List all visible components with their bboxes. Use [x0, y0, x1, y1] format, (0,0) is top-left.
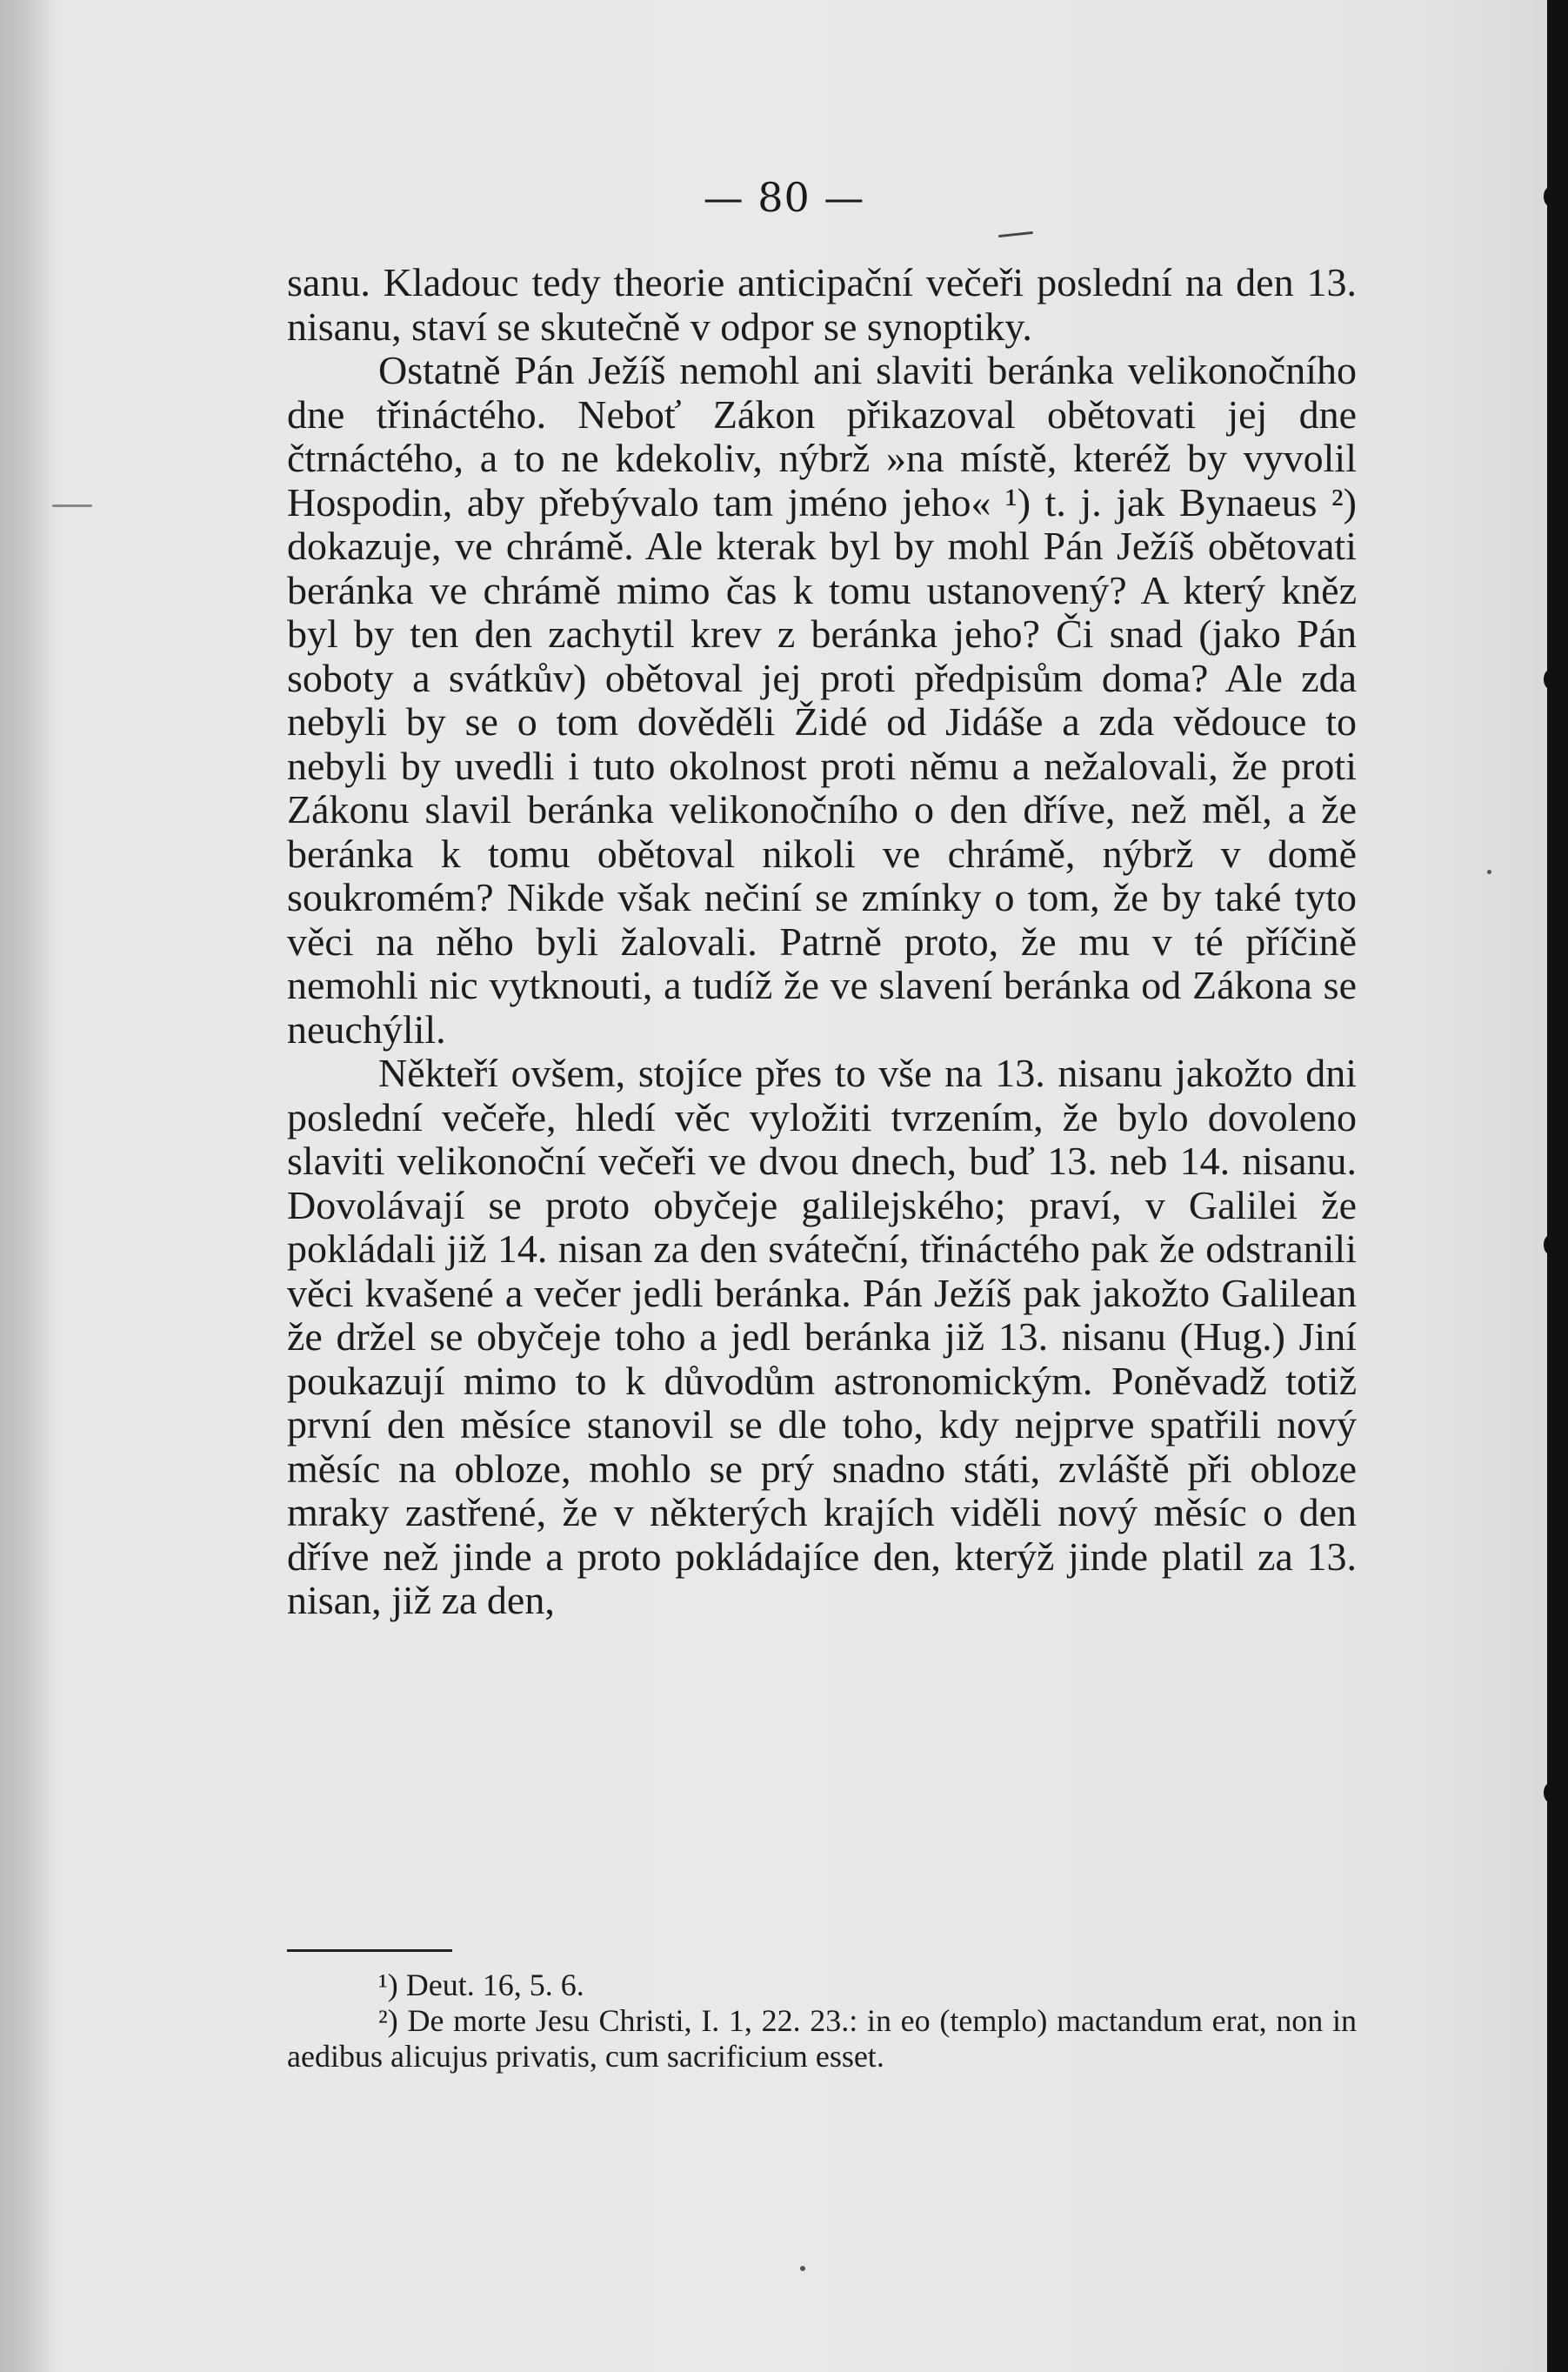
paragraph: sanu. Kladouc tedy theorie anticipační večeři poslední na den 13. nisanu, staví se skutečně v odpor se synoptiky. [287, 260, 1357, 349]
paragraph: Ostatně Pán Ježíš nemohl ani slaviti beránka velikonočního dne třináctého. Neboť Zákon přikazoval obětovati jej dne čtrnáctého, a to ne kdekoliv, nýbrž »na místě, kteréž by vyvolil Hospodin, aby přebývalo tam jméno jeho« ¹) t. j. jak Bynaeus ²) dokazuje, ve chrámě. Ale kterak byl by mohl Pán Ježíš obětovati beránka ve chrámě mimo čas k tomu ustanovený? A který kněz byl by ten den zachytil krev z beránka jeho? Či snad (jako Pán soboty a svátkův) obětoval jej proti předpisům doma? Ale zda nebyli by se o tom dověděli Židé od Jidáše a zda vědouce to nebyli by uvedli i tuto okolnost proti němu a nežalovali, že proti Zákonu slavil beránka velikonočního o den dříve, než měl, a že beránka k tomu obětoval nikoli ve chrámě, nýbrž v domě soukromém? Nikde však nečiní se zmínky o tom, že by také tyto věci na něho byli žalovali. Patrně proto, že mu v té příčině nemohli nic vytknouti, a tudíž že ve slavení beránka od Zákona se neuchýlil. [287, 348, 1357, 1052]
scan-speck [998, 231, 1033, 237]
scan-border [1547, 0, 1568, 2372]
scan-mark [1544, 1783, 1556, 1802]
footnotes [287, 1968, 1357, 2075]
scan-speck [1487, 870, 1491, 874]
scan-speck [800, 2266, 805, 2271]
footnote-divider [287, 1949, 452, 1952]
scan-speck [52, 504, 92, 507]
footnote: ¹) Deut. 16, 5. 6. [378, 1968, 584, 2002]
scan-mark [1544, 670, 1556, 689]
main-text [287, 261, 1357, 1623]
footnote: ²) De morte Jesu Christi, I. 1, 22. 23.: in eo (templo) mactandum erat, non in aedibus alicujus privatis, cum sacrificium esset. [287, 2003, 1357, 2074]
binding-shadow [0, 0, 52, 2372]
page-number: — 80 — [703, 174, 865, 221]
scan-mark [1544, 1235, 1556, 1254]
paragraph: Někteří ovšem, stojíce přes to vše na 13. nisanu jakožto dni poslední večeře, hledí věc vyložiti tvrzením, že bylo dovoleno slaviti velikonoční večeři ve dvou dnech, buď 13. neb 14. nisanu. Dovolávají se proto obyčeje galilejského; praví, v Galilei že pokládali již 14. nisan za den sváteční, třináctého pak že odstranili věci kvašené a večer jedli beránka. Pán Ježíš pak jakožto Galilean že držel se obyčeje toho a jedl beránka již 13. nisanu (Hug.) Jiní poukazují mimo to k důvodům astronomickým. Poněvadž totiž první den měsíce stanovil se dle toho, kdy nejprve spatřili nový měsíc na obloze, mohlo se prý snadno státi, zvláště při obloze mraky zastřené, že v některých krajích viděli nový měsíc o den dříve než jinde a proto pokládajíce den, kterýž jinde platil za 13. nisan, již za den, [287, 1051, 1357, 1622]
